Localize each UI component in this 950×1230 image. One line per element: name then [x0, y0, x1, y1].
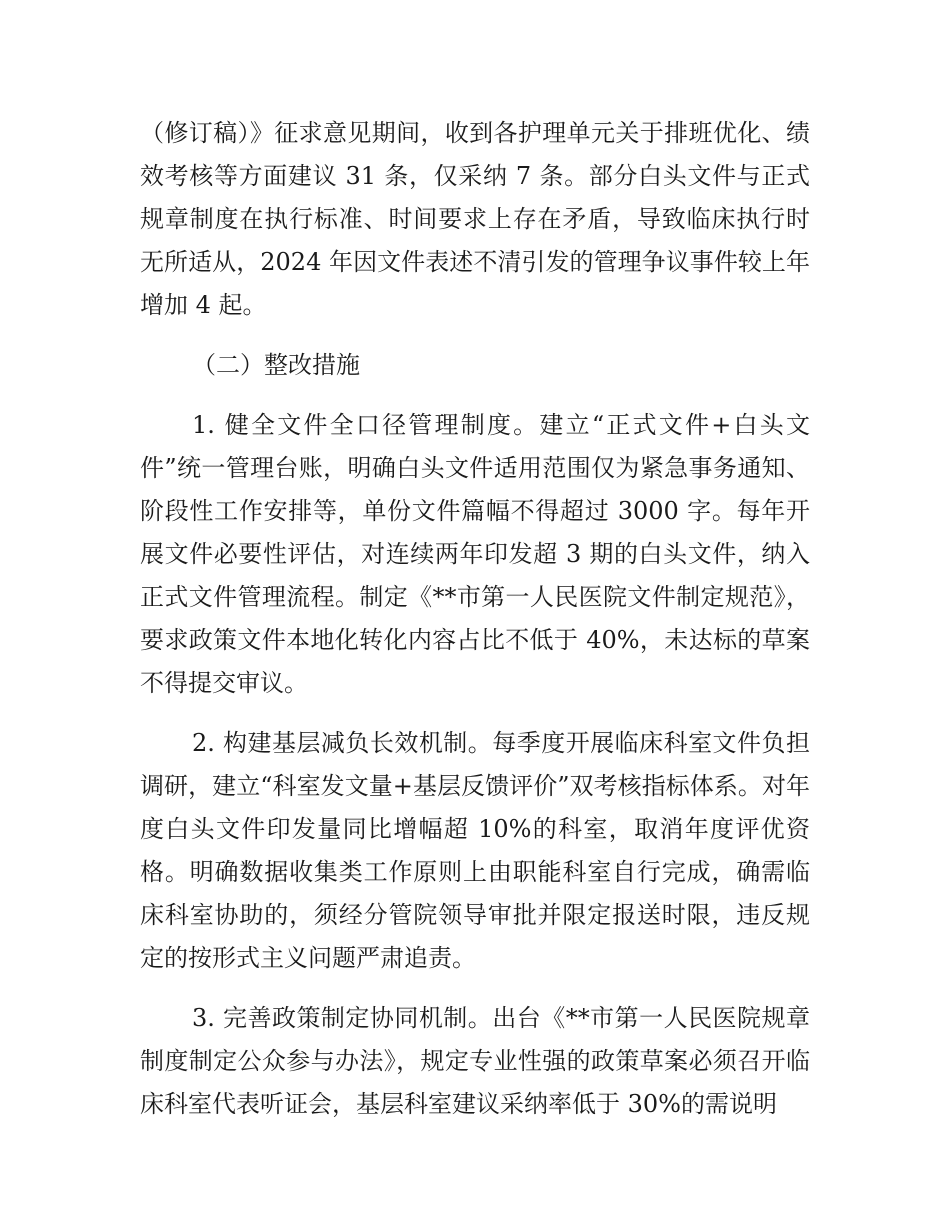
document-body	[140, 112, 810, 1126]
section-heading: （二）整改措施	[192, 351, 360, 379]
paragraph-measure-2: 2. 构建基层减负长效机制。每季度开展临床科室文件负担调研，建立“科室发文量+基层反馈评价”双考核指标体系。对年度白头文件印发量同比增幅超 10%的科室，取消年度评优资格。明确数据收集类工作原则上由职能科室自行完成，确需临床科室协助的，须经分管院领导审批并限定报送时限，违反规定的按形式主义问题严肃追责。	[140, 729, 810, 972]
paragraph-measure-1: 1. 健全文件全口径管理制度。建立“正式文件+白头文件”统一管理台账，明确白头文件适用范围仅为紧急事务通知、阶段性工作安排等，单份文件篇幅不得超过 3000 字。每年开展文件必要性评估，对连续两年印发超 3 期的白头文件，纳入正式文件管理流程。制定《**市第一人民医院文件制定规范》，要求政策文件本地化转化内容占比不低于 40%，未达标的草案不得提交审议。	[140, 411, 810, 697]
paragraph-measure-3: 3. 完善政策制定协同机制。出台《**市第一人民医院规章制度制定公众参与办法》，规定专业性强的政策草案必须召开临床科室代表听证会，基层科室建议采纳率低于 30%的需说明	[140, 1004, 810, 1118]
paragraph-continuation: （修订稿）》征求意见期间，收到各护理单元关于排班优化、绩效考核等方面建议 31 条，仅采纳 7 条。部分白头文件与正式规章制度在执行标准、时间要求上存在矛盾，导致临床执行时无所适从，2024 年因文件表述不清引发的管理争议事件较上年增加 4 起。	[140, 119, 810, 319]
